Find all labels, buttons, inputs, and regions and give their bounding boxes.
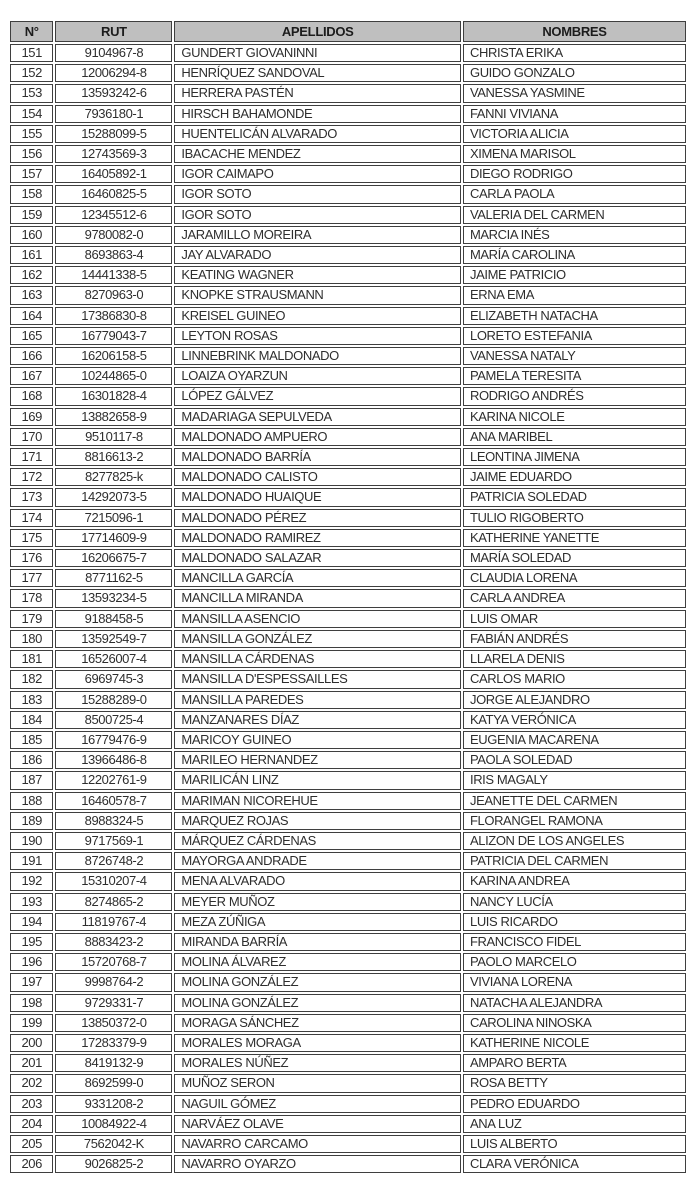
table-row bbox=[10, 1115, 686, 1133]
cell-nombres: VANESSA YASMINE bbox=[463, 84, 686, 102]
cell-numero: 205 bbox=[10, 1135, 53, 1153]
cell-apellidos: MANSILLA ASENCIO bbox=[174, 610, 461, 628]
cell-nombres: LUIS RICARDO bbox=[463, 913, 686, 931]
cell-numero: 161 bbox=[10, 246, 53, 264]
cell-rut: 8270963-0 bbox=[55, 286, 172, 304]
table-row bbox=[10, 549, 686, 567]
cell-numero: 199 bbox=[10, 1014, 53, 1032]
cell-nombres: KATHERINE NICOLE bbox=[463, 1034, 686, 1052]
cell-apellidos: IGOR CAIMAPO bbox=[174, 165, 461, 183]
cell-apellidos: JARAMILLO MOREIRA bbox=[174, 226, 461, 244]
cell-apellidos: MAYORGA ANDRADE bbox=[174, 852, 461, 870]
cell-rut: 6969745-3 bbox=[55, 670, 172, 688]
cell-apellidos: NAVARRO OYARZO bbox=[174, 1155, 461, 1173]
cell-numero: 179 bbox=[10, 610, 53, 628]
table-row bbox=[10, 1155, 686, 1173]
cell-numero: 167 bbox=[10, 367, 53, 385]
cell-rut: 13850372-0 bbox=[55, 1014, 172, 1032]
cell-nombres: VANESSA NATALY bbox=[463, 347, 686, 365]
cell-nombres: ALIZON DE LOS ANGELES bbox=[463, 832, 686, 850]
cell-apellidos: KREISEL GUINEO bbox=[174, 307, 461, 325]
cell-rut: 9104967-8 bbox=[55, 44, 172, 62]
cell-rut: 12202761-9 bbox=[55, 771, 172, 789]
cell-apellidos: MANCILLA MIRANDA bbox=[174, 589, 461, 607]
cell-nombres: ANA MARIBEL bbox=[463, 428, 686, 446]
table-body bbox=[10, 44, 686, 1173]
cell-nombres: KARINA NICOLE bbox=[463, 408, 686, 426]
cell-rut: 10244865-0 bbox=[55, 367, 172, 385]
cell-numero: 185 bbox=[10, 731, 53, 749]
cell-nombres: JAIME EDUARDO bbox=[463, 468, 686, 486]
cell-nombres: AMPARO BERTA bbox=[463, 1054, 686, 1072]
cell-numero: 157 bbox=[10, 165, 53, 183]
cell-rut: 13966486-8 bbox=[55, 751, 172, 769]
cell-numero: 193 bbox=[10, 893, 53, 911]
cell-rut: 9188458-5 bbox=[55, 610, 172, 628]
cell-rut: 9780082-0 bbox=[55, 226, 172, 244]
table-row bbox=[10, 1014, 686, 1032]
table-row bbox=[10, 64, 686, 82]
table-row bbox=[10, 226, 686, 244]
cell-numero: 206 bbox=[10, 1155, 53, 1173]
cell-rut: 17283379-9 bbox=[55, 1034, 172, 1052]
table-row bbox=[10, 691, 686, 709]
cell-nombres: CHRISTA ERIKA bbox=[463, 44, 686, 62]
cell-numero: 198 bbox=[10, 994, 53, 1012]
cell-numero: 176 bbox=[10, 549, 53, 567]
cell-nombres: ANA LUZ bbox=[463, 1115, 686, 1133]
cell-numero: 174 bbox=[10, 509, 53, 527]
cell-apellidos: MOLINA GONZÁLEZ bbox=[174, 994, 461, 1012]
table-row bbox=[10, 286, 686, 304]
cell-rut: 10084922-4 bbox=[55, 1115, 172, 1133]
cell-nombres: EUGENIA MACARENA bbox=[463, 731, 686, 749]
cell-nombres: FLORANGEL RAMONA bbox=[463, 812, 686, 830]
cell-rut: 16526007-4 bbox=[55, 650, 172, 668]
column-header-rut: RUT bbox=[55, 21, 172, 42]
cell-numero: 172 bbox=[10, 468, 53, 486]
cell-apellidos: MALDONADO HUAIQUE bbox=[174, 488, 461, 506]
cell-nombres: GUIDO GONZALO bbox=[463, 64, 686, 82]
header-row bbox=[10, 21, 686, 42]
cell-rut: 9717569-1 bbox=[55, 832, 172, 850]
cell-numero: 183 bbox=[10, 691, 53, 709]
cell-rut: 15288099-5 bbox=[55, 125, 172, 143]
table-row bbox=[10, 569, 686, 587]
cell-apellidos: MORALES NÚÑEZ bbox=[174, 1054, 461, 1072]
cell-numero: 175 bbox=[10, 529, 53, 547]
table-row bbox=[10, 206, 686, 224]
table-row bbox=[10, 933, 686, 951]
cell-apellidos: HERRERA PASTÉN bbox=[174, 84, 461, 102]
cell-apellidos: MALDONADO PÉREZ bbox=[174, 509, 461, 527]
cell-rut: 7562042-K bbox=[55, 1135, 172, 1153]
cell-numero: 162 bbox=[10, 266, 53, 284]
cell-nombres: LLARELA DENIS bbox=[463, 650, 686, 668]
cell-numero: 182 bbox=[10, 670, 53, 688]
cell-numero: 180 bbox=[10, 630, 53, 648]
cell-apellidos: LINNEBRINK MALDONADO bbox=[174, 347, 461, 365]
table-row bbox=[10, 731, 686, 749]
cell-rut: 15720768-7 bbox=[55, 953, 172, 971]
cell-numero: 163 bbox=[10, 286, 53, 304]
cell-numero: 170 bbox=[10, 428, 53, 446]
cell-numero: 169 bbox=[10, 408, 53, 426]
cell-nombres: NANCY LUCÍA bbox=[463, 893, 686, 911]
cell-numero: 194 bbox=[10, 913, 53, 931]
table-row bbox=[10, 1135, 686, 1153]
cell-apellidos: IBACACHE MENDEZ bbox=[174, 145, 461, 163]
column-header-apellidos: APELLIDOS bbox=[174, 21, 461, 42]
table-row bbox=[10, 125, 686, 143]
cell-nombres: PAOLO MARCELO bbox=[463, 953, 686, 971]
table-row bbox=[10, 630, 686, 648]
cell-rut: 13593234-5 bbox=[55, 589, 172, 607]
table-row bbox=[10, 771, 686, 789]
cell-nombres: LORETO ESTEFANIA bbox=[463, 327, 686, 345]
cell-rut: 8988324-5 bbox=[55, 812, 172, 830]
cell-rut: 15310207-4 bbox=[55, 872, 172, 890]
cell-nombres: FRANCISCO FIDEL bbox=[463, 933, 686, 951]
cell-nombres: CAROLINA NINOSKA bbox=[463, 1014, 686, 1032]
table-row bbox=[10, 468, 686, 486]
cell-rut: 9998764-2 bbox=[55, 973, 172, 991]
column-header-numero: N° bbox=[10, 21, 53, 42]
cell-rut: 8883423-2 bbox=[55, 933, 172, 951]
cell-rut: 9510117-8 bbox=[55, 428, 172, 446]
table-row bbox=[10, 408, 686, 426]
table-row bbox=[10, 973, 686, 991]
cell-numero: 160 bbox=[10, 226, 53, 244]
cell-numero: 200 bbox=[10, 1034, 53, 1052]
cell-apellidos: MADARIAGA SEPULVEDA bbox=[174, 408, 461, 426]
cell-rut: 16460578-7 bbox=[55, 792, 172, 810]
cell-apellidos: NAVARRO CARCAMO bbox=[174, 1135, 461, 1153]
cell-rut: 12743569-3 bbox=[55, 145, 172, 163]
cell-apellidos: MENA ALVARADO bbox=[174, 872, 461, 890]
cell-rut: 14441338-5 bbox=[55, 266, 172, 284]
table-row bbox=[10, 145, 686, 163]
table-row bbox=[10, 529, 686, 547]
table-row bbox=[10, 44, 686, 62]
cell-rut: 8816613-2 bbox=[55, 448, 172, 466]
table-row bbox=[10, 509, 686, 527]
cell-nombres: ELIZABETH NATACHA bbox=[463, 307, 686, 325]
cell-apellidos: MARQUEZ ROJAS bbox=[174, 812, 461, 830]
cell-rut: 16301828-4 bbox=[55, 387, 172, 405]
cell-nombres: XIMENA MARISOL bbox=[463, 145, 686, 163]
cell-apellidos: MANCILLA GARCÍA bbox=[174, 569, 461, 587]
cell-apellidos: MANSILLA GONZÁLEZ bbox=[174, 630, 461, 648]
cell-rut: 14292073-5 bbox=[55, 488, 172, 506]
cell-nombres: PATRICIA SOLEDAD bbox=[463, 488, 686, 506]
table-row bbox=[10, 347, 686, 365]
cell-numero: 189 bbox=[10, 812, 53, 830]
cell-apellidos: JAY ALVARADO bbox=[174, 246, 461, 264]
cell-rut: 11819767-4 bbox=[55, 913, 172, 931]
table-row bbox=[10, 266, 686, 284]
cell-rut: 8693863-4 bbox=[55, 246, 172, 264]
cell-nombres: PATRICIA DEL CARMEN bbox=[463, 852, 686, 870]
table-row bbox=[10, 84, 686, 102]
table-row bbox=[10, 792, 686, 810]
cell-rut: 9729331-7 bbox=[55, 994, 172, 1012]
cell-nombres: CLAUDIA LORENA bbox=[463, 569, 686, 587]
table-row bbox=[10, 105, 686, 123]
cell-apellidos: MUÑOZ SERON bbox=[174, 1074, 461, 1092]
cell-numero: 197 bbox=[10, 973, 53, 991]
cell-apellidos: MALDONADO BARRÍA bbox=[174, 448, 461, 466]
table-row bbox=[10, 488, 686, 506]
cell-numero: 187 bbox=[10, 771, 53, 789]
cell-nombres: IRIS MAGALY bbox=[463, 771, 686, 789]
cell-nombres: MARÍA CAROLINA bbox=[463, 246, 686, 264]
cell-numero: 195 bbox=[10, 933, 53, 951]
cell-nombres: KATYA VERÓNICA bbox=[463, 711, 686, 729]
table-row bbox=[10, 751, 686, 769]
cell-numero: 196 bbox=[10, 953, 53, 971]
cell-apellidos: IGOR SOTO bbox=[174, 185, 461, 203]
cell-apellidos: NAGUIL GÓMEZ bbox=[174, 1095, 461, 1113]
cell-nombres: LUIS ALBERTO bbox=[463, 1135, 686, 1153]
cell-apellidos: MEZA ZÚÑIGA bbox=[174, 913, 461, 931]
table-row bbox=[10, 589, 686, 607]
cell-nombres: ERNA EMA bbox=[463, 286, 686, 304]
cell-rut: 16779476-9 bbox=[55, 731, 172, 749]
cell-apellidos: MARILICÁN LINZ bbox=[174, 771, 461, 789]
cell-apellidos: MANSILLA CÁRDENAS bbox=[174, 650, 461, 668]
cell-rut: 12345512-6 bbox=[55, 206, 172, 224]
cell-numero: 158 bbox=[10, 185, 53, 203]
cell-numero: 190 bbox=[10, 832, 53, 850]
cell-rut: 8277825-k bbox=[55, 468, 172, 486]
cell-apellidos: MOLINA ÁLVAREZ bbox=[174, 953, 461, 971]
cell-rut: 16206675-7 bbox=[55, 549, 172, 567]
cell-rut: 16779043-7 bbox=[55, 327, 172, 345]
cell-numero: 204 bbox=[10, 1115, 53, 1133]
table-header bbox=[10, 21, 686, 42]
cell-apellidos: HIRSCH BAHAMONDE bbox=[174, 105, 461, 123]
cell-apellidos: MANZANARES DÍAZ bbox=[174, 711, 461, 729]
cell-numero: 159 bbox=[10, 206, 53, 224]
cell-rut: 9026825-2 bbox=[55, 1155, 172, 1173]
cell-nombres: ROSA BETTY bbox=[463, 1074, 686, 1092]
cell-rut: 8726748-2 bbox=[55, 852, 172, 870]
cell-nombres: KARINA ANDREA bbox=[463, 872, 686, 890]
cell-apellidos: MARICOY GUINEO bbox=[174, 731, 461, 749]
cell-numero: 156 bbox=[10, 145, 53, 163]
cell-rut: 8274865-2 bbox=[55, 893, 172, 911]
cell-numero: 203 bbox=[10, 1095, 53, 1113]
table-row bbox=[10, 812, 686, 830]
cell-nombres: VICTORIA ALICIA bbox=[463, 125, 686, 143]
cell-rut: 8419132-9 bbox=[55, 1054, 172, 1072]
cell-apellidos: MALDONADO RAMIREZ bbox=[174, 529, 461, 547]
table-row bbox=[10, 1074, 686, 1092]
cell-apellidos: LEYTON ROSAS bbox=[174, 327, 461, 345]
table-row bbox=[10, 307, 686, 325]
cell-rut: 17386830-8 bbox=[55, 307, 172, 325]
cell-apellidos: MORAGA SÁNCHEZ bbox=[174, 1014, 461, 1032]
cell-numero: 168 bbox=[10, 387, 53, 405]
cell-apellidos: LOAIZA OYARZUN bbox=[174, 367, 461, 385]
cell-apellidos: LÓPEZ GÁLVEZ bbox=[174, 387, 461, 405]
cell-numero: 201 bbox=[10, 1054, 53, 1072]
cell-nombres: RODRIGO ANDRÉS bbox=[463, 387, 686, 405]
table-row bbox=[10, 670, 686, 688]
table-row bbox=[10, 387, 686, 405]
cell-nombres: CARLA PAOLA bbox=[463, 185, 686, 203]
cell-apellidos: MANSILLA D'ESPESSAILLES bbox=[174, 670, 461, 688]
cell-numero: 202 bbox=[10, 1074, 53, 1092]
cell-numero: 154 bbox=[10, 105, 53, 123]
cell-rut: 7215096-1 bbox=[55, 509, 172, 527]
cell-apellidos: MALDONADO CALISTO bbox=[174, 468, 461, 486]
cell-nombres: TULIO RIGOBERTO bbox=[463, 509, 686, 527]
cell-numero: 181 bbox=[10, 650, 53, 668]
table-row bbox=[10, 913, 686, 931]
cell-nombres: JEANETTE DEL CARMEN bbox=[463, 792, 686, 810]
cell-numero: 152 bbox=[10, 64, 53, 82]
cell-numero: 192 bbox=[10, 872, 53, 890]
cell-apellidos: HUENTELICÁN ALVARADO bbox=[174, 125, 461, 143]
cell-apellidos: HENRÍQUEZ SANDOVAL bbox=[174, 64, 461, 82]
cell-rut: 7936180-1 bbox=[55, 105, 172, 123]
table-row bbox=[10, 327, 686, 345]
cell-apellidos: IGOR SOTO bbox=[174, 206, 461, 224]
table-row bbox=[10, 1034, 686, 1052]
cell-nombres: MARÍA SOLEDAD bbox=[463, 549, 686, 567]
cell-numero: 171 bbox=[10, 448, 53, 466]
cell-numero: 166 bbox=[10, 347, 53, 365]
cell-rut: 8692599-0 bbox=[55, 1074, 172, 1092]
cell-nombres: PAMELA TERESITA bbox=[463, 367, 686, 385]
cell-apellidos: MEYER MUÑOZ bbox=[174, 893, 461, 911]
cell-rut: 16206158-5 bbox=[55, 347, 172, 365]
cell-rut: 17714609-9 bbox=[55, 529, 172, 547]
cell-rut: 13593242-6 bbox=[55, 84, 172, 102]
cell-apellidos: MARILEO HERNANDEZ bbox=[174, 751, 461, 769]
cell-nombres: DIEGO RODRIGO bbox=[463, 165, 686, 183]
cell-nombres: JAIME PATRICIO bbox=[463, 266, 686, 284]
cell-numero: 188 bbox=[10, 792, 53, 810]
cell-apellidos: KEATING WAGNER bbox=[174, 266, 461, 284]
cell-nombres: PEDRO EDUARDO bbox=[463, 1095, 686, 1113]
cell-nombres: CARLA ANDREA bbox=[463, 589, 686, 607]
cell-numero: 155 bbox=[10, 125, 53, 143]
cell-rut: 15288289-0 bbox=[55, 691, 172, 709]
cell-rut: 8500725-4 bbox=[55, 711, 172, 729]
cell-nombres: FABIÁN ANDRÉS bbox=[463, 630, 686, 648]
document-page bbox=[0, 19, 698, 1185]
table-row bbox=[10, 610, 686, 628]
table-row bbox=[10, 893, 686, 911]
cell-apellidos: MOLINA GONZÁLEZ bbox=[174, 973, 461, 991]
table-row bbox=[10, 165, 686, 183]
table-row bbox=[10, 448, 686, 466]
cell-numero: 173 bbox=[10, 488, 53, 506]
table-row bbox=[10, 711, 686, 729]
cell-nombres: CARLOS MARIO bbox=[463, 670, 686, 688]
table-row bbox=[10, 1054, 686, 1072]
cell-nombres: VIVIANA LORENA bbox=[463, 973, 686, 991]
table-row bbox=[10, 953, 686, 971]
cell-nombres: VALERIA DEL CARMEN bbox=[463, 206, 686, 224]
table-row bbox=[10, 367, 686, 385]
cell-numero: 153 bbox=[10, 84, 53, 102]
cell-numero: 184 bbox=[10, 711, 53, 729]
cell-nombres: NATACHA ALEJANDRA bbox=[463, 994, 686, 1012]
cell-nombres: LUIS OMAR bbox=[463, 610, 686, 628]
cell-apellidos: MIRANDA BARRÍA bbox=[174, 933, 461, 951]
cell-numero: 151 bbox=[10, 44, 53, 62]
cell-nombres: LEONTINA JIMENA bbox=[463, 448, 686, 466]
cell-nombres: KATHERINE YANETTE bbox=[463, 529, 686, 547]
cell-rut: 12006294-8 bbox=[55, 64, 172, 82]
table-row bbox=[10, 428, 686, 446]
table-row bbox=[10, 1095, 686, 1113]
cell-nombres: FANNI VIVIANA bbox=[463, 105, 686, 123]
cell-nombres: MARCIA INÉS bbox=[463, 226, 686, 244]
cell-numero: 164 bbox=[10, 307, 53, 325]
cell-rut: 8771162-5 bbox=[55, 569, 172, 587]
cell-apellidos: MÁRQUEZ CÁRDENAS bbox=[174, 832, 461, 850]
cell-numero: 178 bbox=[10, 589, 53, 607]
cell-numero: 191 bbox=[10, 852, 53, 870]
cell-nombres: PAOLA SOLEDAD bbox=[463, 751, 686, 769]
cell-apellidos: GUNDERT GIOVANINNI bbox=[174, 44, 461, 62]
cell-nombres: CLARA VERÓNICA bbox=[463, 1155, 686, 1173]
cell-rut: 13882658-9 bbox=[55, 408, 172, 426]
table-row bbox=[10, 185, 686, 203]
cell-rut: 16405892-1 bbox=[55, 165, 172, 183]
column-header-nombres: NOMBRES bbox=[463, 21, 686, 42]
table-row bbox=[10, 832, 686, 850]
cell-rut: 9331208-2 bbox=[55, 1095, 172, 1113]
table-row bbox=[10, 650, 686, 668]
table-row bbox=[10, 852, 686, 870]
cell-numero: 177 bbox=[10, 569, 53, 587]
cell-nombres: JORGE ALEJANDRO bbox=[463, 691, 686, 709]
cell-apellidos: MORALES MORAGA bbox=[174, 1034, 461, 1052]
cell-numero: 165 bbox=[10, 327, 53, 345]
cell-rut: 13592549-7 bbox=[55, 630, 172, 648]
table-row bbox=[10, 872, 686, 890]
cell-rut: 16460825-5 bbox=[55, 185, 172, 203]
cell-apellidos: MANSILLA PAREDES bbox=[174, 691, 461, 709]
table-row bbox=[10, 994, 686, 1012]
cell-apellidos: MALDONADO AMPUERO bbox=[174, 428, 461, 446]
cell-apellidos: KNOPKE STRAUSMANN bbox=[174, 286, 461, 304]
cell-numero: 186 bbox=[10, 751, 53, 769]
cell-apellidos: NARVÁEZ OLAVE bbox=[174, 1115, 461, 1133]
table-row bbox=[10, 246, 686, 264]
cell-apellidos: MARIMAN NICOREHUE bbox=[174, 792, 461, 810]
cell-apellidos: MALDONADO SALAZAR bbox=[174, 549, 461, 567]
roster-table bbox=[8, 19, 688, 1175]
